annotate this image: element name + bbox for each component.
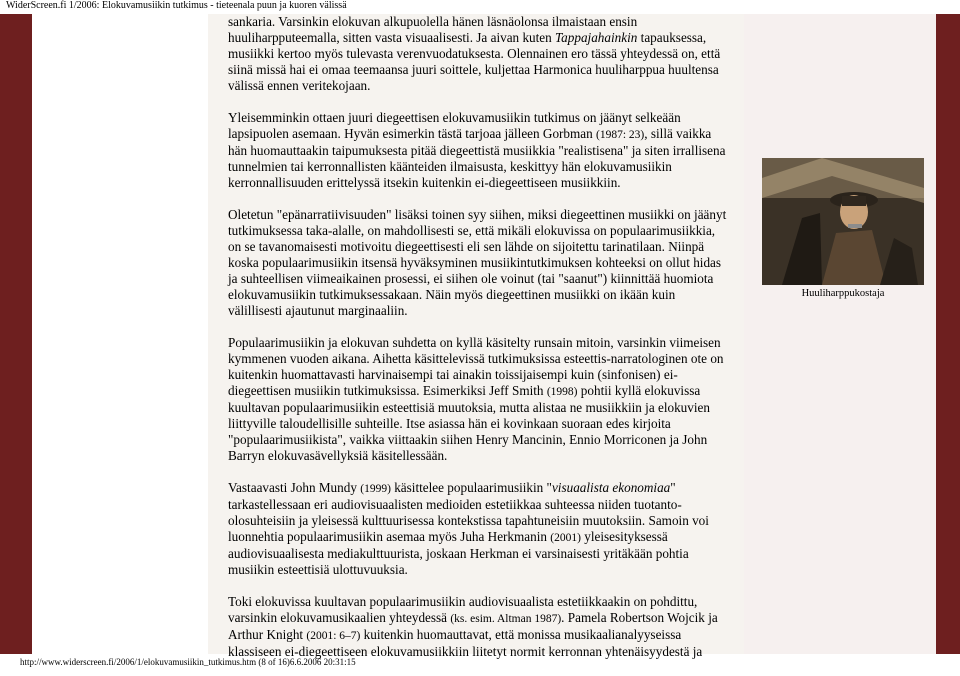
film-still-image [762,158,924,285]
film-title-emphasis: Tappajahainkin [555,30,638,45]
side-column-background [744,14,936,654]
citation: (ks. esim. Altman 1987) [450,613,562,625]
citation: (2001) [550,532,581,544]
citation: (1998) [546,386,578,398]
paragraph-5: Vastaavasti John Mundy (1999) käsittelee populaarimusiikin "visuaalista ekonomiaa" tarkastellessaan eri audiovisuaalisten medioiden estetiikkaa suhteessa niiden tuotanto-olosuhteisiin ja yleisessä kulttuurisessa kontekstissa tapahtuneisiin muutoksiin. Samoin voi luonnehtia populaarimusiikin asemaa myös Juha Herkmanin (2001) yleisesityksessä audiovisuaalisesta mediakulttuurista, joskaan Herkman ei varsinaisesti yritäkään pohtia musiikin esteettisiä ulottuvuuksia. [228,480,709,577]
paragraph-2: Yleisemminkin ottaen juuri diegeettisen elokuvamusiikin tutkimus on jäänyt selkeään lapsipuolen asemaan. Hyvän esimerkin tästä tarjoaa jälleen Gorbman (1987: 23), sillä vaikka hän huomauttaakin taipumuksesta pitää diegeettistä musiikkia "realistisena" ja siten irrallisena tunnelmien tai kerronnallisten käänteiden ilmaisusta, keskittyy hän elokuvamusiikin kerronnallisuuden erittelyssä itsekin kuitenkin ei-diegeettiseen musiikkiin. [228,110,726,190]
page-footer-url: http://www.widerscreen.fi/2006/1/elokuvamusiikin_tutkimus.htm (8 of 16)6.6.2006 20:31:15 [20,657,356,667]
article-body [228,14,728,676]
paragraph-1: sankaria. Varsinkin elokuvan alkupuolella hänen läsnäolonsa ilmaistaan ensin huuliharpputeemalla, sitten vasta visuaalisesti. Ja aivan kuten Tappajahainkin tapauksessa, musiikki kertoo myös tulevasta verenvuodatuksesta. Olennainen ero tässä yhteydessä on, että siinä missä hai ei omaa teemaansa juuri soittele, kuljettaa Harmonica huuliharppua huultensa välissä ennen veritekojaan. [228,14,721,93]
left-border-band [0,14,32,654]
citation: (1987: 23) [596,129,645,141]
figure-caption: Huuliharppukostaja [801,288,885,299]
right-border-band [936,14,960,654]
citation: (2001: 6–7) [306,630,361,642]
term-emphasis: visuaalista ekonomiaa [551,480,671,495]
paragraph-3: Oletetun "epänarratiivisuuden" lisäksi toinen syy siihen, miksi diegeettinen musiikki on jäänyt tutkimuksessa taka-alalle, on mahdollisesti se, että mikäli elokuvissa on populaarimusiikkia, on se tavanomaisesti motivoitu diegeettisesti eli sen lähde on sijoitettu tarinatilaan. Niinpä koska populaarimusiikin itsensä hyväksyminen musiikintutkimuksen kohteeksi on ollut hidas ja suhteellisen viimeaikainen prosessi, ei siihen ole voinut (tai "saanut") kiinnittää huomiota elokuvamusiikin tutkimuksessakaan. Näin myös diegeettinen musiikki on ikään kuin välillisesti ajautunut marginaaliin. [228,207,727,318]
paragraph-6: Toki elokuvissa kuultavan populaarimusiikin audiovisuaalista estetiikkaakin on pohdittu, varsinkin elokuvamusikaalien yhteydessä (ks. esim. Altman 1987). Pamela Robertson Wojcik ja Arthur Knight (2001: 6–7) kuitenkin huomauttavat, että monissa musikaalianalyyseissa klassiseen ei-diegeettiseen elokuvamusiikkiin liitetyt normit kerronnan yhtenäisyydestä ja [228,594,718,659]
paragraph-4: Populaarimusiikin ja elokuvan suhdetta on kyllä käsitelty runsain mitoin, varsinkin viimeisen kymmenen vuoden aikana. Aihetta käsittelevissä tutkimuksissa esteettis-narratologinen ote on kuitenkin huomattavasti harvinaisempi tai ainakin toissijaisempi kuin (sinfonisen) ei-diegeettisen musiikin tutkimuksissa. Esimerkiksi Jeff Smith (1998) pohtii kyllä elokuvissa kuultavan populaarimusiikin esteettisiä muutoksia, mutta alistaa ne musiikkiin ja elokuvien liittyville taloudellisille suhteille. Itse asiassa hän ei kovinkaan suoraan edes kirjoita "populaarimusiikista", vaikka viittaakin siihen Henry Mancinin, Ennio Morriconen ja John Barryn elokuvasävellyksiä käsitellessään. [228,335,724,463]
film-still-photo [762,158,924,285]
film-still-figure [762,158,924,300]
citation: (1999) [360,483,391,495]
window-title: WiderScreen.fi 1/2006: Elokuvamusiikin tutkimus - tieteenala puun ja kuoren välissä [6,0,347,11]
